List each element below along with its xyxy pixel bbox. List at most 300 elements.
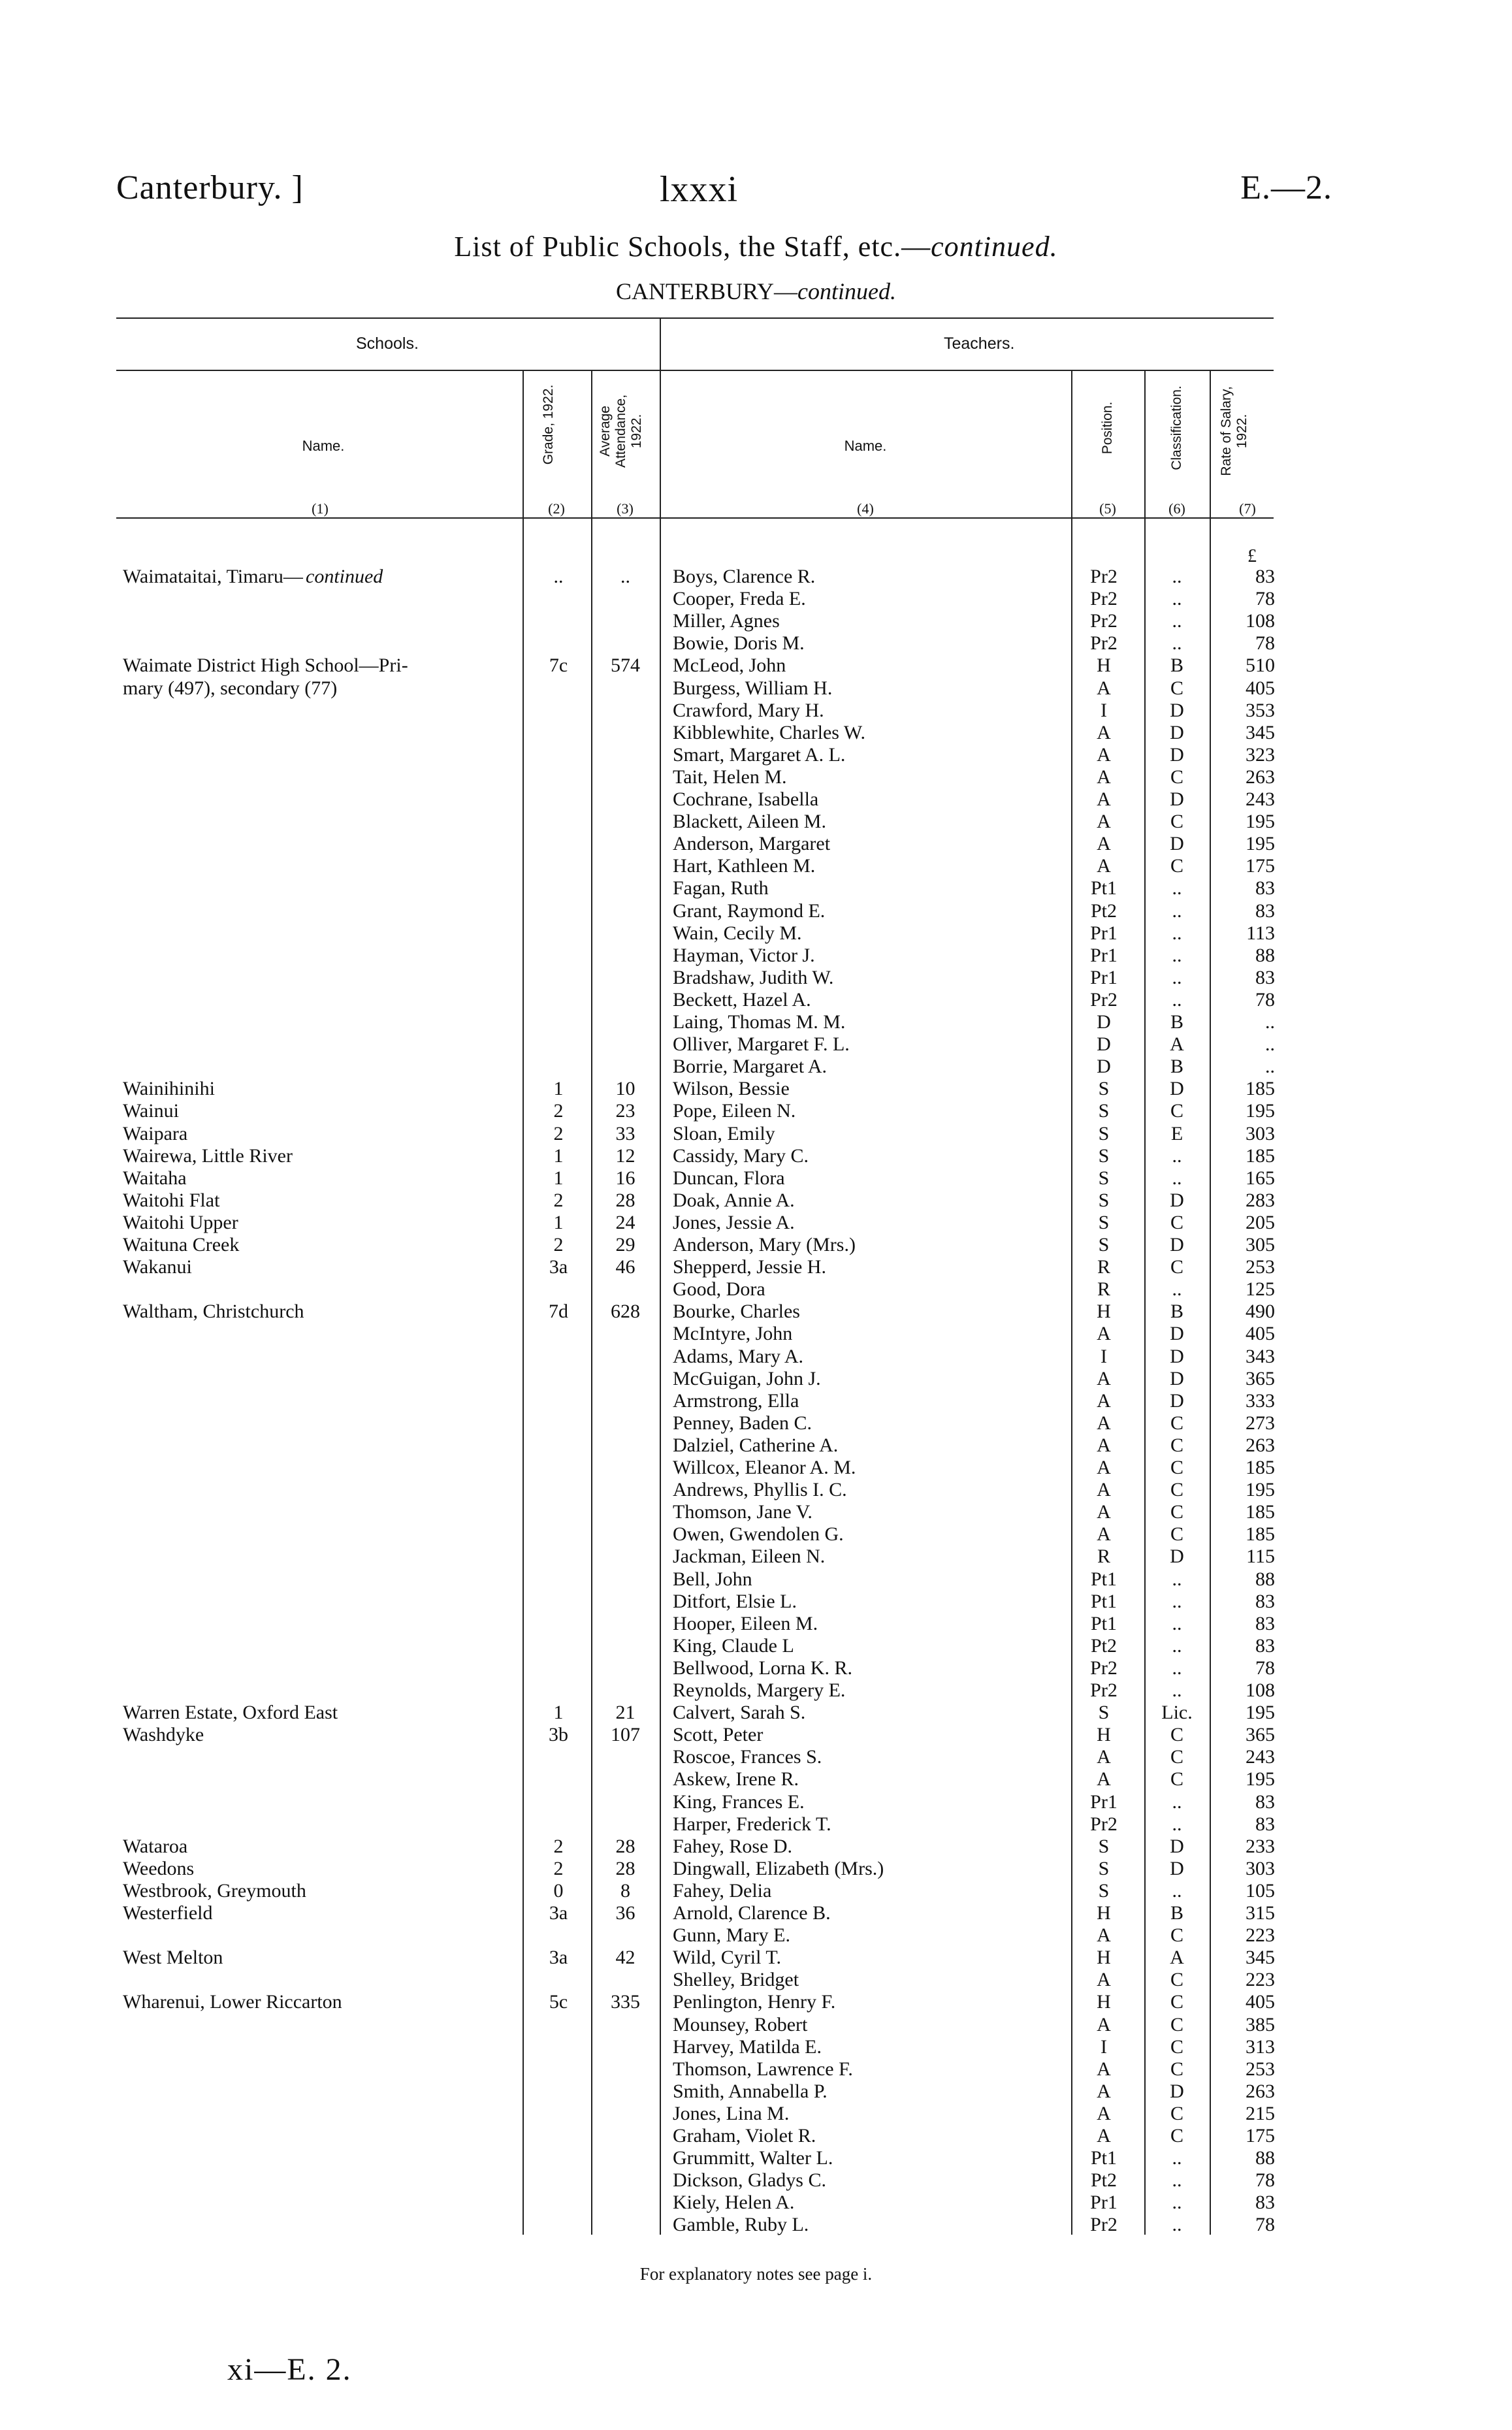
teacher-classification: D <box>1170 1345 1184 1367</box>
teacher-name: Fahey, Delia <box>673 1879 772 1902</box>
teacher-position: Pr2 <box>1090 1657 1118 1679</box>
teacher-name: Wain, Cecily M. <box>673 922 802 944</box>
teacher-salary: 165 <box>1246 1167 1275 1189</box>
teacher-position: A <box>1097 2102 1111 2124</box>
teacher-classification: C <box>1170 1501 1183 1523</box>
teacher-salary: 105 <box>1246 1879 1275 1902</box>
teacher-classification: B <box>1170 1902 1183 1924</box>
table-row <box>0 877 1512 899</box>
table-row <box>0 1434 1512 1457</box>
teacher-position: S <box>1098 1167 1110 1189</box>
column-number-5: (5) <box>1099 500 1116 517</box>
teachers-group-header: Teachers. <box>944 334 1015 353</box>
teacher-position: A <box>1097 811 1111 833</box>
grade-header: Grade, 1922. <box>541 384 556 465</box>
teacher-classification: C <box>1170 1523 1183 1546</box>
table-row <box>0 1212 1512 1234</box>
school-name: Wainihinihi <box>123 1078 215 1100</box>
table-row <box>0 1969 1512 1991</box>
teacher-classification: .. <box>1172 1590 1182 1612</box>
teacher-position: Pt1 <box>1090 2147 1118 2169</box>
teacher-classification: C <box>1170 2102 1183 2124</box>
teacher-position: Pr2 <box>1090 588 1118 610</box>
teacher-name: Grummitt, Walter L. <box>673 2147 833 2169</box>
table-row <box>0 1991 1512 2013</box>
school-name: Westerfield <box>123 1902 213 1924</box>
teacher-classification: D <box>1170 721 1184 743</box>
teacher-name: Thomson, Jane V. <box>673 1501 812 1523</box>
table-row <box>0 1501 1512 1523</box>
school-name: Waitohi Flat <box>123 1189 220 1211</box>
teacher-position: A <box>1097 1412 1111 1434</box>
teacher-classification: .. <box>1172 1657 1182 1679</box>
attendance-header: Average Attendance, 1922. <box>598 394 644 468</box>
teacher-position: S <box>1098 1189 1110 1211</box>
teacher-salary: 78 <box>1255 2214 1275 2236</box>
table-row <box>0 788 1512 811</box>
teacher-classification: .. <box>1172 988 1182 1011</box>
teacher-classification: C <box>1170 1211 1183 1233</box>
table-row <box>0 1234 1512 1256</box>
teacher-salary: 353 <box>1246 699 1275 721</box>
table-row <box>0 2169 1512 2192</box>
teacher-name: Borrie, Margaret A. <box>673 1056 828 1078</box>
teacher-position: S <box>1098 1100 1110 1122</box>
column-number-7: (7) <box>1239 500 1256 517</box>
teacher-classification: B <box>1170 1011 1183 1033</box>
teacher-position: A <box>1097 1457 1111 1478</box>
teacher-name: Jackman, Eileen N. <box>673 1546 826 1568</box>
teacher-position: A <box>1097 855 1111 877</box>
teacher-name: Jones, Jessie A. <box>673 1211 795 1233</box>
teacher-position: S <box>1098 1879 1110 1902</box>
table-row <box>0 766 1512 788</box>
school-name: Waimataitai, Timaru— <box>123 566 303 587</box>
teacher-classification: C <box>1170 1256 1183 1278</box>
teacher-salary: 263 <box>1246 766 1275 788</box>
teacher-name: Shelley, Bridget <box>673 1969 799 1991</box>
teacher-classification: C <box>1170 2058 1183 2080</box>
table-row <box>0 1880 1512 1902</box>
school-grade: 1 <box>553 1211 564 1233</box>
teacher-name: Kiely, Helen A. <box>673 2192 795 2214</box>
average-attendance: 28 <box>615 1189 635 1211</box>
teacher-classification: .. <box>1172 1679 1182 1701</box>
table-row <box>0 1947 1512 1969</box>
teacher-salary: 215 <box>1246 2102 1275 2124</box>
school-grade: 3a <box>549 1902 568 1924</box>
table-row <box>0 1858 1512 1880</box>
average-attendance: 8 <box>620 1879 630 1902</box>
teacher-position: Pr2 <box>1090 1679 1118 1701</box>
table-row <box>0 1546 1512 1568</box>
teacher-position: Pt2 <box>1090 2169 1118 2192</box>
teacher-classification: D <box>1170 788 1184 810</box>
teacher-name: Cassidy, Mary C. <box>673 1144 809 1167</box>
average-attendance: 28 <box>615 1835 635 1857</box>
teacher-salary: .. <box>1265 1033 1275 1056</box>
teacher-name: Scott, Peter <box>673 1724 764 1746</box>
teacher-name: Harper, Frederick T. <box>673 1813 831 1835</box>
average-attendance: 628 <box>611 1301 640 1323</box>
teacher-salary: 78 <box>1255 2169 1275 2192</box>
teacher-position: Pr2 <box>1090 1813 1118 1835</box>
average-attendance: 23 <box>615 1100 635 1122</box>
teacher-name: Thomson, Lawrence F. <box>673 2058 853 2080</box>
teacher-salary: 490 <box>1246 1301 1275 1323</box>
average-attendance: 107 <box>611 1724 640 1746</box>
teacher-salary: 78 <box>1255 988 1275 1011</box>
teacher-classification: .. <box>1172 2147 1182 2169</box>
teacher-position: Pt1 <box>1090 1590 1118 1612</box>
teacher-position: A <box>1097 2013 1111 2035</box>
teacher-position: A <box>1097 1768 1111 1790</box>
teacher-classification: C <box>1170 1434 1183 1456</box>
teacher-position: D <box>1097 1033 1111 1056</box>
teacher-salary: 345 <box>1246 1947 1275 1969</box>
teacher-position: Pr2 <box>1090 566 1118 587</box>
average-attendance: 28 <box>615 1857 635 1879</box>
table-row <box>0 1657 1512 1679</box>
table-row <box>0 1679 1512 1702</box>
average-attendance: 24 <box>615 1211 635 1233</box>
subtitle-continued: continued. <box>797 278 896 304</box>
teacher-position: Pt1 <box>1090 877 1118 899</box>
teacher-position: Pr2 <box>1090 610 1118 632</box>
table-row <box>0 967 1512 989</box>
teacher-salary: 88 <box>1255 944 1275 966</box>
teacher-salary: 385 <box>1246 2013 1275 2035</box>
teacher-name: Arnold, Clarence B. <box>673 1902 831 1924</box>
teacher-position: S <box>1098 1702 1110 1724</box>
teacher-name: Miller, Agnes <box>673 610 780 632</box>
school-grade: 2 <box>553 1835 564 1857</box>
teacher-classification: A <box>1170 1033 1184 1056</box>
teacher-classification: D <box>1170 743 1184 766</box>
header-left: Canterbury. ] <box>116 169 304 206</box>
table-row <box>0 1368 1512 1390</box>
table-row <box>0 2081 1512 2103</box>
teacher-salary: 283 <box>1246 1189 1275 1211</box>
table-row <box>0 1746 1512 1768</box>
teacher-salary: 108 <box>1246 610 1275 632</box>
teacher-salary: 113 <box>1246 922 1275 944</box>
teacher-name: Adams, Mary A. <box>673 1345 803 1367</box>
teacher-classification: D <box>1170 1234 1184 1256</box>
school-name: Wharenui, Lower Riccarton <box>123 1991 342 2013</box>
teacher-classification: C <box>1170 677 1183 699</box>
teacher-name: Wild, Cyril T. <box>673 1947 782 1969</box>
teacher-salary: 185 <box>1246 1501 1275 1523</box>
average-attendance: 335 <box>611 1991 640 2013</box>
table-row <box>0 1190 1512 1212</box>
teacher-name: Bell, John <box>673 1568 752 1590</box>
teacher-position: A <box>1097 2125 1111 2146</box>
school-grade: 1 <box>553 1144 564 1167</box>
teacher-position: A <box>1097 1479 1111 1501</box>
teacher-salary: 263 <box>1246 1434 1275 1456</box>
table-row <box>0 1033 1512 1056</box>
teacher-classification: D <box>1170 1189 1184 1211</box>
teacher-position: D <box>1097 1056 1111 1078</box>
teacher-classification: D <box>1170 1389 1184 1412</box>
teacher-classification: D <box>1170 699 1184 721</box>
column-number-2: (2) <box>548 500 565 517</box>
teacher-salary: 175 <box>1246 2125 1275 2146</box>
teacher-salary: 405 <box>1246 677 1275 699</box>
teacher-salary: 345 <box>1246 721 1275 743</box>
teacher-name: Blackett, Aileen M. <box>673 811 826 833</box>
teacher-salary: 315 <box>1246 1902 1275 1924</box>
table-row <box>0 1011 1512 1033</box>
table-row <box>0 1123 1512 1145</box>
teacher-salary: 405 <box>1246 1323 1275 1345</box>
table-row <box>0 1323 1512 1345</box>
table-row <box>0 1791 1512 1813</box>
teacher-position: D <box>1097 1011 1111 1033</box>
teacher-name: Bourke, Charles <box>673 1301 800 1323</box>
school-grade: 3b <box>549 1724 568 1746</box>
teacher-name: Sloan, Emily <box>673 1122 775 1144</box>
teacher-name: Mounsey, Robert <box>673 2013 808 2035</box>
teacher-name: Pope, Eileen N. <box>673 1100 796 1122</box>
teacher-classification: B <box>1170 655 1183 677</box>
teacher-classification: A <box>1170 1947 1184 1969</box>
table-row <box>0 1724 1512 1746</box>
teacher-classification: C <box>1170 2013 1183 2035</box>
teacher-classification: .. <box>1172 2169 1182 2192</box>
teacher-salary: 303 <box>1246 1857 1275 1879</box>
salary-header: Rate of Salary, 1922. <box>1219 386 1249 476</box>
teacher-classification: .. <box>1172 632 1182 655</box>
teacher-position: S <box>1098 1144 1110 1167</box>
teacher-salary: 195 <box>1246 811 1275 833</box>
subtitle-text: CANTERBURY— <box>615 278 798 304</box>
school-name: Waltham, Christchurch <box>123 1301 304 1323</box>
currency-symbol: £ <box>1247 546 1257 566</box>
teacher-position: A <box>1097 1523 1111 1546</box>
column-number-rule <box>116 517 1274 519</box>
teacher-classification: D <box>1170 1546 1184 1568</box>
table-row <box>0 1078 1512 1100</box>
teacher-name: Beckett, Hazel A. <box>673 988 811 1011</box>
teacher-salary: 243 <box>1246 788 1275 810</box>
teacher-name: Roscoe, Frances S. <box>673 1746 822 1768</box>
teacher-salary: 83 <box>1255 966 1275 988</box>
teacher-salary: 323 <box>1246 743 1275 766</box>
table-row <box>0 1591 1512 1613</box>
table-row <box>0 2014 1512 2036</box>
teacher-classification: C <box>1170 1969 1183 1991</box>
table-row <box>0 1568 1512 1591</box>
teacher-position: A <box>1097 1367 1111 1389</box>
teacher-salary: 223 <box>1246 1969 1275 1991</box>
teacher-salary: 243 <box>1246 1746 1275 1768</box>
table-row <box>0 588 1512 610</box>
teacher-name: Cochrane, Isabella <box>673 788 819 810</box>
table-row <box>0 2125 1512 2147</box>
teacher-position: A <box>1097 2058 1111 2080</box>
school-name: West Melton <box>123 1947 223 1969</box>
teacher-position: R <box>1097 1278 1110 1301</box>
table-row <box>0 2058 1512 2081</box>
teacher-position: A <box>1097 721 1111 743</box>
teacher-name: Dalziel, Catherine A. <box>673 1434 839 1456</box>
teacher-position: I <box>1101 1345 1107 1367</box>
table-row <box>0 2103 1512 2125</box>
average-attendance: 21 <box>615 1702 635 1724</box>
teacher-name: Duncan, Flora <box>673 1167 785 1189</box>
title-text: List of Public Schools, the Staff, etc.— <box>454 231 931 263</box>
table-row <box>0 1256 1512 1278</box>
teacher-classification: C <box>1170 1991 1183 2013</box>
school-grade: 0 <box>553 1879 564 1902</box>
teacher-classification: .. <box>1172 966 1182 988</box>
school-name: Wairewa, Little River <box>123 1144 293 1167</box>
teacher-position: H <box>1097 1301 1111 1323</box>
teacher-position: Pt2 <box>1090 1634 1118 1657</box>
teacher-salary: 88 <box>1255 2147 1275 2169</box>
teacher-classification: D <box>1170 1078 1184 1100</box>
teacher-classification: .. <box>1172 1278 1182 1301</box>
teacher-classification: .. <box>1172 1612 1182 1634</box>
teacher-salary: 205 <box>1246 1211 1275 1233</box>
table-row <box>0 722 1512 744</box>
school-grade: 1 <box>553 1078 564 1100</box>
teacher-classification: .. <box>1172 566 1182 587</box>
school-name: mary (497), secondary (77) <box>123 677 338 699</box>
table-row <box>0 945 1512 967</box>
school-grade: 2 <box>553 1857 564 1879</box>
teacher-classification: D <box>1170 2080 1184 2102</box>
teacher-salary: 83 <box>1255 1612 1275 1634</box>
teacher-name: Jones, Lina M. <box>673 2102 790 2124</box>
teacher-name: Gunn, Mary E. <box>673 1924 790 1947</box>
school-grade: 3a <box>549 1947 568 1969</box>
teacher-classification: .. <box>1172 1167 1182 1189</box>
teacher-position: Pr1 <box>1090 944 1118 966</box>
teacher-classification: D <box>1170 1323 1184 1345</box>
teacher-classification: B <box>1170 1301 1183 1323</box>
teacher-position: A <box>1097 788 1111 810</box>
average-attendance: 33 <box>615 1122 635 1144</box>
teacher-position: I <box>1101 2035 1107 2058</box>
teacher-salary: 233 <box>1246 1835 1275 1857</box>
teacher-classification: C <box>1170 1100 1183 1122</box>
teacher-salary: 185 <box>1246 1144 1275 1167</box>
table-row <box>0 922 1512 945</box>
teacher-salary: 185 <box>1246 1457 1275 1478</box>
table-row <box>0 610 1512 632</box>
teacher-salary: 125 <box>1246 1278 1275 1301</box>
teacher-name: Fagan, Ruth <box>673 877 769 899</box>
table-row <box>0 1836 1512 1858</box>
teacher-name: Askew, Irene R. <box>673 1768 799 1790</box>
teacher-name: Wilson, Bessie <box>673 1078 790 1100</box>
teacher-position: A <box>1097 1501 1111 1523</box>
group-divider <box>660 317 661 370</box>
teacher-position: A <box>1097 743 1111 766</box>
title-continued: continued. <box>931 231 1058 263</box>
table-row <box>0 632 1512 655</box>
teacher-name: Doak, Annie A. <box>673 1189 795 1211</box>
table-row <box>0 989 1512 1011</box>
teacher-name: Cooper, Freda E. <box>673 588 806 610</box>
school-name-continued: continued <box>306 566 383 587</box>
average-attendance: .. <box>620 566 630 587</box>
table-row <box>0 1145 1512 1167</box>
teacher-name: Fahey, Rose D. <box>673 1835 793 1857</box>
table-row <box>0 811 1512 833</box>
page-title <box>0 230 1512 263</box>
teacher-name: Crawford, Mary H. <box>673 699 824 721</box>
teacher-name-header: Name. <box>844 438 887 454</box>
teacher-classification: .. <box>1172 944 1182 966</box>
teacher-name: McLeod, John <box>673 655 786 677</box>
teacher-salary: 365 <box>1246 1367 1275 1389</box>
teacher-classification: D <box>1170 1367 1184 1389</box>
teacher-classification: C <box>1170 2035 1183 2058</box>
teacher-classification: .. <box>1172 1144 1182 1167</box>
table-row <box>0 1346 1512 1368</box>
teacher-salary: 313 <box>1246 2035 1275 2058</box>
school-name: Waitohi Upper <box>123 1211 238 1233</box>
teacher-name: Anderson, Mary (Mrs.) <box>673 1234 856 1256</box>
teacher-position: Pr1 <box>1090 1790 1118 1813</box>
column-number-3: (3) <box>617 500 634 517</box>
teacher-position: A <box>1097 833 1111 855</box>
teacher-position: Pr2 <box>1090 2214 1118 2236</box>
teacher-classification: .. <box>1172 1634 1182 1657</box>
school-name: Weedons <box>123 1857 195 1879</box>
teacher-salary: 83 <box>1255 2192 1275 2214</box>
teacher-name: Armstrong, Ella <box>673 1389 799 1412</box>
teacher-position: H <box>1097 1947 1111 1969</box>
school-name: Washdyke <box>123 1724 204 1746</box>
teacher-position: A <box>1097 1389 1111 1412</box>
teacher-position: S <box>1098 1078 1110 1100</box>
school-name: Waituna Creek <box>123 1234 240 1256</box>
teacher-classification: C <box>1170 1768 1183 1790</box>
teacher-position: Pr1 <box>1090 966 1118 988</box>
teacher-salary: 195 <box>1246 1479 1275 1501</box>
table-row <box>0 2147 1512 2169</box>
teacher-name: Hart, Kathleen M. <box>673 855 816 877</box>
teacher-classification: C <box>1170 1724 1183 1746</box>
teacher-classification: D <box>1170 833 1184 855</box>
teacher-classification: .. <box>1172 2192 1182 2214</box>
teacher-salary: .. <box>1265 1056 1275 1078</box>
table-row <box>0 1167 1512 1190</box>
teacher-classification: E <box>1170 1122 1183 1144</box>
teacher-name: Olliver, Margaret F. L. <box>673 1033 850 1056</box>
table-row <box>0 1924 1512 1947</box>
table-row <box>0 1301 1512 1323</box>
table-row <box>0 655 1512 677</box>
teacher-name: McIntyre, John <box>673 1323 793 1345</box>
table-row <box>0 1457 1512 1479</box>
teacher-salary: 78 <box>1255 1657 1275 1679</box>
teacher-classification: .. <box>1172 1790 1182 1813</box>
teacher-salary: 185 <box>1246 1523 1275 1546</box>
table-row <box>0 1613 1512 1635</box>
teacher-classification: C <box>1170 811 1183 833</box>
teacher-name: Andrews, Phyllis I. C. <box>673 1479 847 1501</box>
teacher-salary: 195 <box>1246 833 1275 855</box>
column-number-6: (6) <box>1168 500 1185 517</box>
teacher-position: I <box>1101 699 1107 721</box>
teacher-name: Calvert, Sarah S. <box>673 1702 806 1724</box>
